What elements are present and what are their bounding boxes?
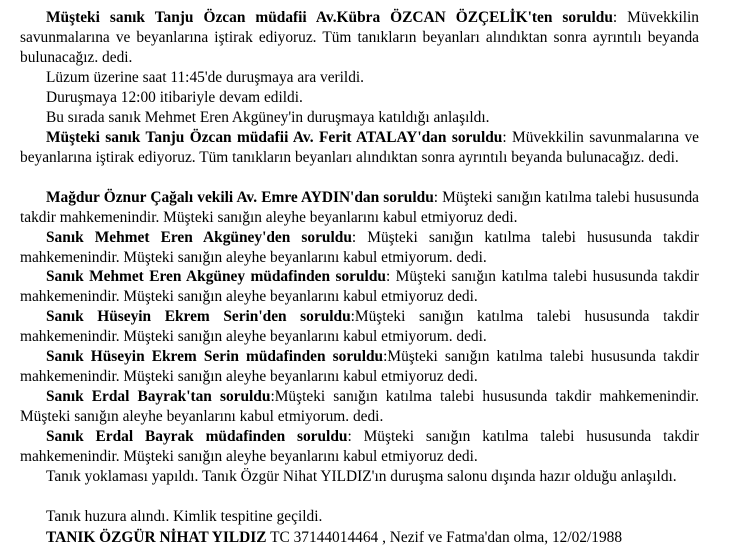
paragraph: Duruşmaya 12:00 itibariyle devam edildi. [46,89,303,106]
paragraph: Sanık Mehmet Eren Akgüney'den soruldu: Müşteki sanığın katılma talebi hususunda takdir mahkemenindir. Müşteki sanığın aleyhe beyanlarını kabul etmiyorum. dedi. [20,229,699,266]
paragraph: Tanık yoklaması yapıldı. Tanık Özgür Nihat YILDIZ'ın duruşma salonu dışında hazır olduğu anlaşıldı. [46,468,677,485]
paragraph: Lüzum üzerine saat 11:45'de duruşmaya ara verildi. [46,69,365,86]
paragraph: Sanık Mehmet Eren Akgüney müdafinden soruldu: Müşteki sanığın katılma talebi hususunda takdir mahkemenindir. Müşteki sanığın aleyhe beyanlarını kabul etmiyoruz dedi. [20,268,699,305]
paragraph: Bu sırada sanık Mehmet Eren Akgüney'in duruşmaya katıldığı anlaşıldı. [46,109,490,126]
paragraph: Sanık Erdal Bayrak müdafinden soruldu: Müşteki sanığın katılma talebi hususunda takdir mahkemenindir. Müşteki sanığın aleyhe beyanlarını kabul etmiyoruz dedi. [20,428,699,465]
paragraph: Sanık Erdal Bayrak'tan soruldu:Müşteki sanığın katılma talebi hususunda takdir mahkemenindir. Müşteki sanığın aleyhe beyanlarını kabul etmiyorum. dedi. [20,388,699,425]
paragraph: Mağdur Öznur Çağalı vekili Av. Emre AYDIN'dan soruldu: Müşteki sanığın katılma talebi hususunda takdir mahkemenindir. Müşteki sanığın aleyhe beyanlarını kabul etmiyoruz dedi. [20,189,699,226]
paragraph: Sanık Hüseyin Ekrem Serin müdafinden soruldu:Müşteki sanığın katılma talebi hususunda takdir mahkemenindir. Müşteki sanığın aleyhe beyanlarını kabul etmiyoruz dedi. [20,348,699,385]
paragraph: Müşteki sanık Tanju Özcan müdafii Av.Kübra ÖZCAN ÖZÇELİK'ten soruldu: Müvekkilin savunmalarına ve beyanlarına iştirak ediyoruz. Tüm tanıkların beyanları alındıktan sonra ayrıntılı beyanda bulunacağız. dedi. [20,9,699,66]
cut-off-line: TANIK ÖZGÜR NİHAT YILDIZ TC 37144014464 , Nezif ve Fatma'dan olma, 12/02/1988 [46,529,623,546]
paragraph: Tanık huzura alındı. Kimlik tespitine geçildi. [46,508,323,525]
paragraph: Müşteki sanık Tanju Özcan müdafii Av. Ferit ATALAY'dan soruldu: Müvekkilin savunmalarına ve beyanlarına iştirak ediyoruz. Tüm tanıkların beyanları alındıktan sonra ayrıntılı beyanda bulunacağız. dedi. [20,129,699,166]
paragraph: Sanık Hüseyin Ekrem Serin'den soruldu:Müşteki sanığın katılma talebi hususunda takdir mahkemenindir. Müşteki sanığın aleyhe beyanlarını kabul etmiyorum. dedi. [20,308,699,345]
